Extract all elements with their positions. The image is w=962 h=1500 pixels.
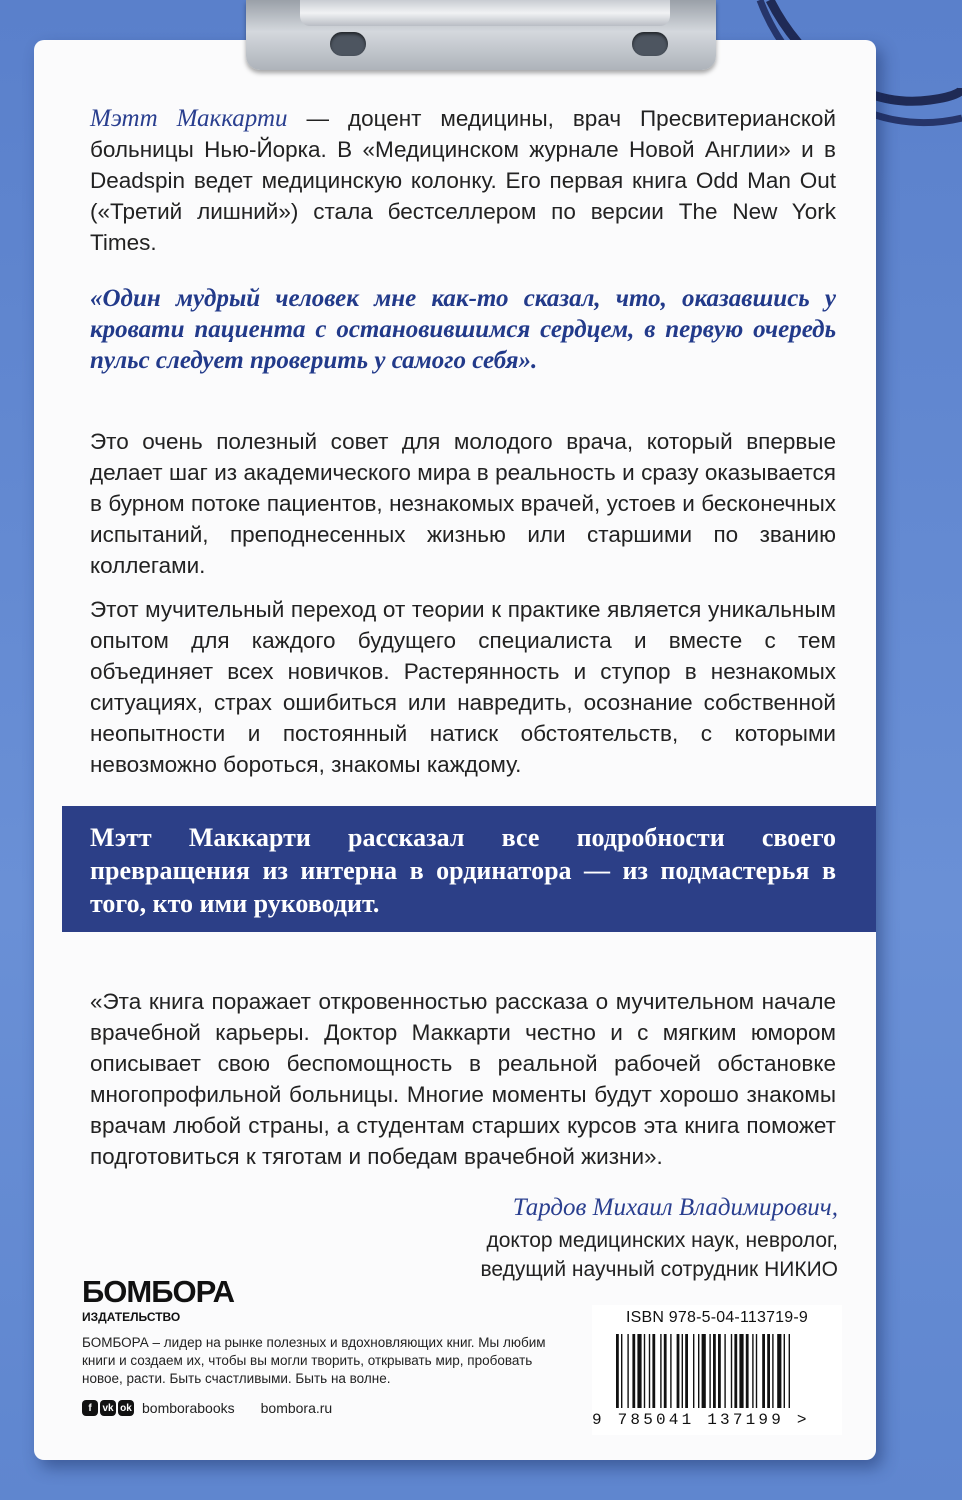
reviewer-credentials: [480, 1226, 838, 1284]
description-paragraph-1: Это очень полезный совет для молодого врача, который впервые делает шаг из академического мира в реальность и сразу оказывается в бурном потоке пациентов, незнакомых врачей, устоев и бесконечных испытаний, преподнесенных жизнью или старшими по званию коллегами.: [90, 429, 836, 578]
author-bio: [90, 103, 836, 258]
reviewer-credential-line: доктор медицинских наук, невролог,: [486, 1229, 838, 1252]
barcode-icon: [612, 1334, 822, 1412]
review-quote: «Эта книга поражает откровенностью рассказа о мучительном начале врачебной карьеры. Доктор Маккарти честно и с мягким юмором описывает свою беспомощность в реальной рабочей обстановке многопрофильной больницы. Многие моменты будут хорошо знакомы врачам любой страны, а студентам старших курсов эта книга поможет подготовиться к тяготам и победам врачебной жизни».: [90, 989, 836, 1169]
social-links: [82, 1400, 332, 1416]
isbn-label: ISBN 978-5-04-113719-9: [626, 1309, 808, 1326]
reviewer-name: Тардов Михаил Владимирович,: [512, 1194, 838, 1221]
highlight-banner-text: Мэтт Маккарти рассказал все подробности своего превращения из интерна в ординатора — из подмастерья в того, кто ими руководит.: [90, 823, 836, 918]
odnoklassniki-icon[interactable]: ok: [118, 1400, 134, 1416]
website-link[interactable]: bombora.ru: [260, 1400, 333, 1416]
social-handle[interactable]: bomborabooks: [142, 1400, 235, 1416]
author-bio-text: — доцент медицины, врач Пресвитерианской больницы Нью-Йорка. В «Медицинском журнале Новой Англии» и в Deadspin ведет медицинскую колонку. Его первая книга Odd Man Out («Третий лишний») стала бестселлером по версии The New York Times.: [90, 106, 836, 255]
facebook-icon[interactable]: f: [82, 1400, 98, 1416]
publisher-subtitle: ИЗДАТЕЛЬСТВО: [82, 1310, 181, 1324]
description-paragraph-2: Этот мучительный переход от теории к практике является уникальным опытом для каждого будущего специалиста и вместе с тем объединяет всех новичков. Растерянность и ступор в незнакомых ситуациях, страх ошибиться или навредить, осознание собственной неопытности и постоянный натиск обстоятельств, с которыми невозможно бороться, знакомы каждому.: [90, 597, 836, 777]
publisher-logo: [82, 1276, 234, 1324]
publisher-name: БОМБОРА: [82, 1274, 234, 1309]
vk-icon[interactable]: vk: [100, 1400, 116, 1416]
clip-hole: [632, 32, 668, 56]
reviewer-credential-line: ведущий научный сотрудник НИКИО: [480, 1258, 838, 1281]
barcode-digits: 9 785041 137199 >: [592, 1411, 810, 1429]
clipboard-clip-rod: [300, 0, 670, 26]
author-name: Мэтт Маккарти: [90, 105, 288, 132]
epigraph-quote: «Один мудрый человек мне как-то сказал, что, оказавшись у кровати пациента с остановившимся сердцем, в первую очередь пульс следует проверить у самого себя».: [90, 285, 836, 374]
publisher-slogan: БОМБОРА – лидер на рынке полезных и вдохновляющих книг. Мы любим книги и создаем их, чтобы вы могли творить, открывать мир, пробовать новое, расти. Быть счастливыми. Быть на волне.: [82, 1335, 546, 1386]
clip-hole: [330, 32, 366, 56]
